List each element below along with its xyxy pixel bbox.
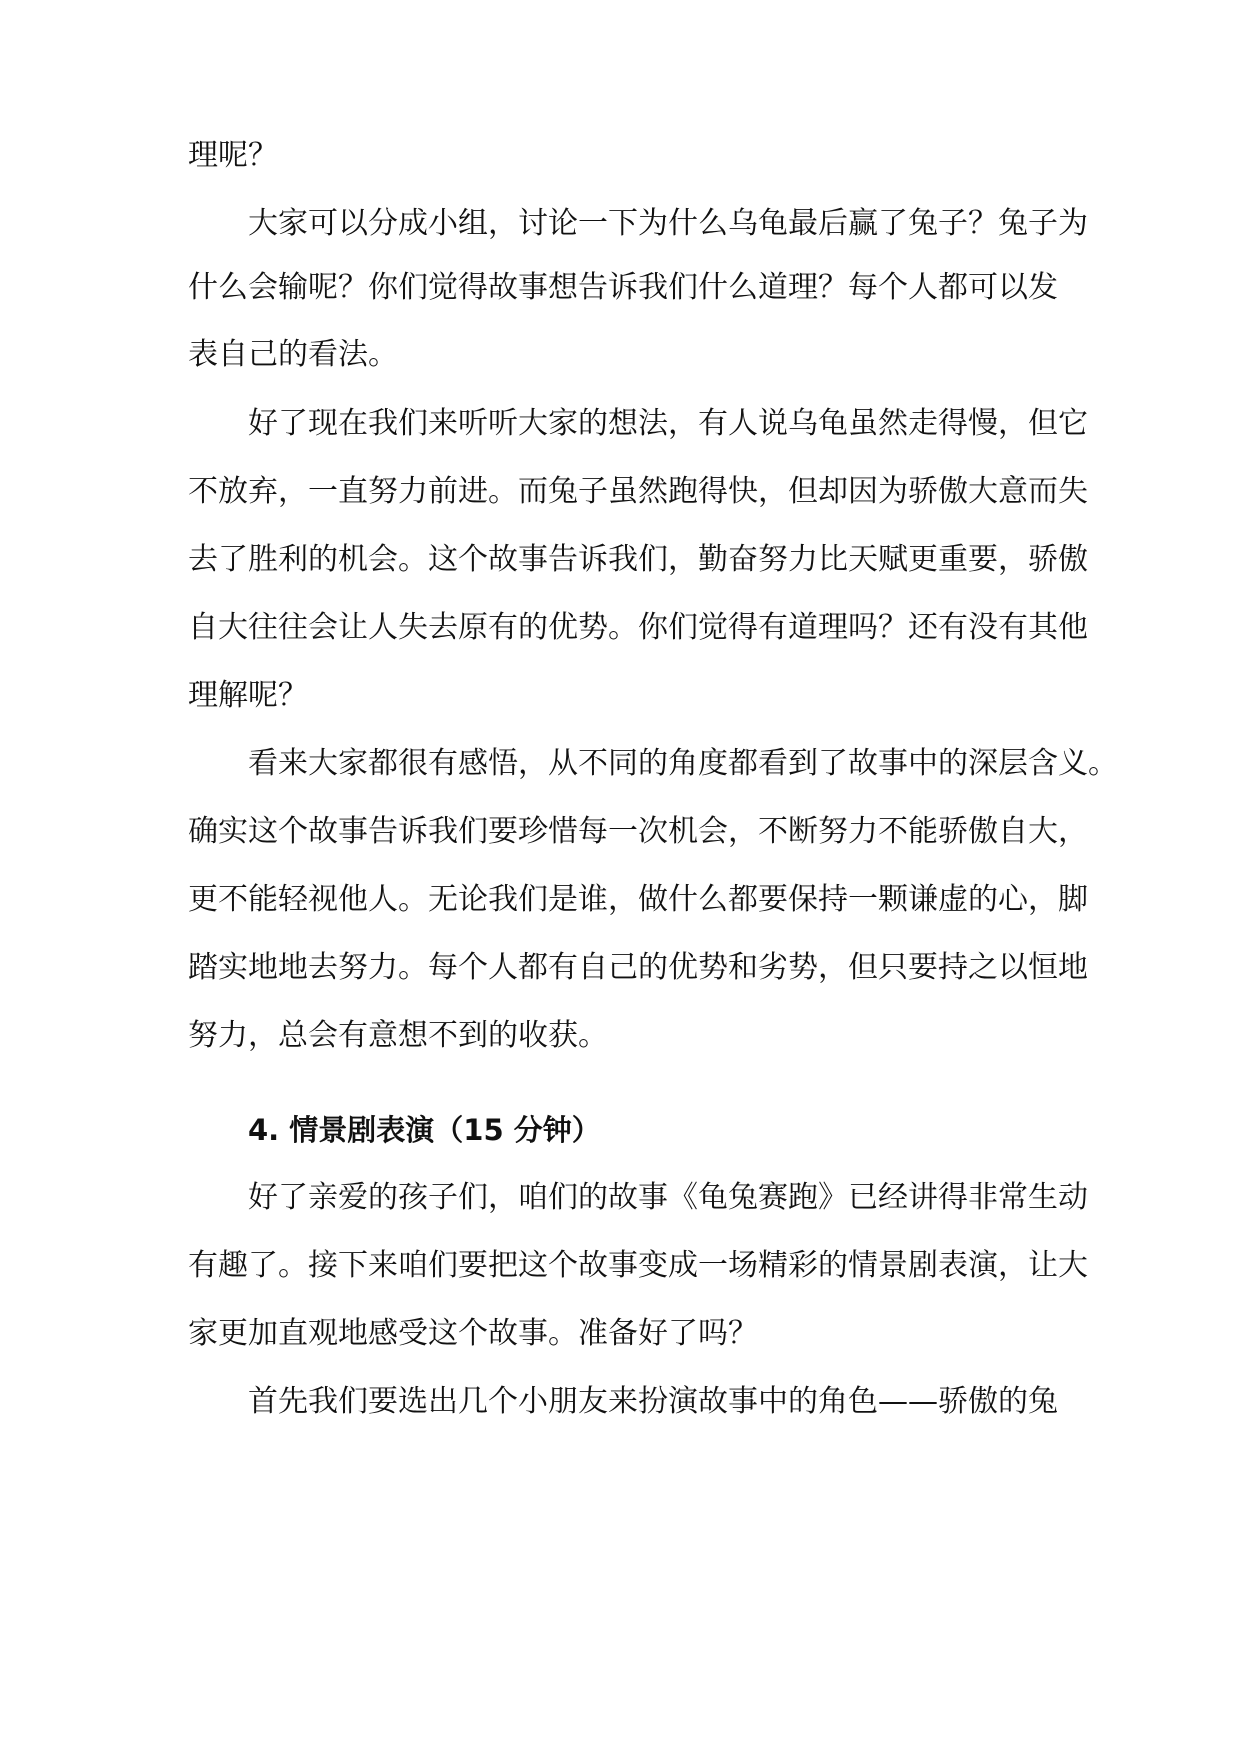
paragraph-line: 什么会输呢？你们觉得故事想告诉我们什么道理？每个人都可以发	[188, 270, 1058, 305]
paragraph-line: 看来大家都很有感悟，从不同的角度都看到了故事中的深层含义。	[248, 746, 1118, 781]
paragraph-line: 好了亲爱的孩子们，咱们的故事《龟兔赛跑》已经讲得非常生动	[248, 1180, 1088, 1215]
paragraph-line: 努力，总会有意想不到的收获。	[188, 1018, 608, 1053]
paragraph-line: 去了胜利的机会。这个故事告诉我们，勤奋努力比天赋更重要，骄傲	[188, 542, 1088, 577]
paragraph-line: 理呢？	[188, 138, 278, 173]
paragraph-line: 有趣了。接下来咱们要把这个故事变成一场精彩的情景剧表演，让大	[188, 1248, 1088, 1283]
section-heading: 4. 情景剧表演（15 分钟）	[248, 1113, 601, 1147]
paragraph-line: 家更加直观地感受这个故事。准备好了吗？	[188, 1316, 758, 1351]
paragraph-line: 自大往往会让人失去原有的优势。你们觉得有道理吗？还有没有其他	[188, 610, 1088, 645]
paragraph-line: 确实这个故事告诉我们要珍惜每一次机会，不断努力不能骄傲自大，	[188, 814, 1088, 849]
paragraph-line: 好了现在我们来听听大家的想法，有人说乌龟虽然走得慢，但它	[248, 406, 1088, 441]
paragraph-line: 首先我们要选出几个小朋友来扮演故事中的角色——骄傲的兔	[248, 1384, 1058, 1419]
paragraph-line: 更不能轻视他人。无论我们是谁，做什么都要保持一颗谦虚的心，脚	[188, 882, 1088, 917]
paragraph-line: 大家可以分成小组，讨论一下为什么乌龟最后赢了兔子？兔子为	[248, 206, 1088, 241]
paragraph-line: 表自己的看法。	[188, 337, 398, 372]
paragraph-line: 踏实地地去努力。每个人都有自己的优势和劣势，但只要持之以恒地	[188, 950, 1088, 985]
paragraph-line: 理解呢？	[188, 678, 308, 713]
paragraph-line: 不放弃，一直努力前进。而兔子虽然跑得快，但却因为骄傲大意而失	[188, 474, 1088, 509]
